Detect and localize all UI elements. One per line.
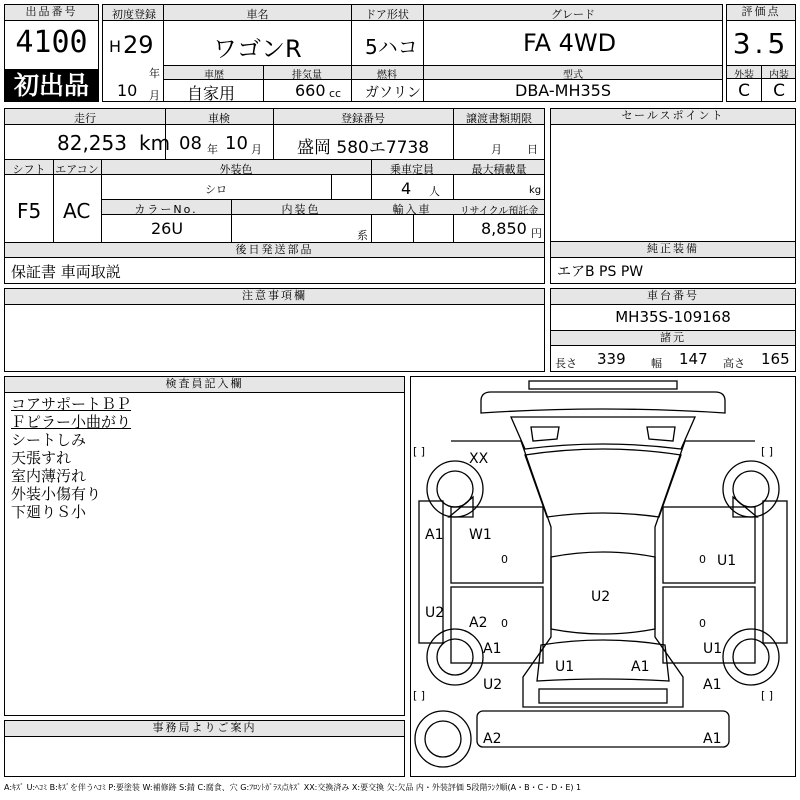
score: 3.5 xyxy=(732,27,790,60)
ac: AC xyxy=(63,199,91,223)
recycle: 8,850 xyxy=(481,219,527,238)
int-score: C xyxy=(773,81,785,101)
model-label: 型式 xyxy=(563,70,583,81)
bracket-mark: [ ] xyxy=(761,689,774,702)
name-label: 車名 xyxy=(246,8,269,21)
fuel-label: 燃料 xyxy=(377,70,397,81)
ext-score: C xyxy=(738,81,750,101)
ext-label: 外装 xyxy=(734,70,754,81)
chassis-number: MH35S-109168 xyxy=(615,308,731,326)
damage-mark: U2 xyxy=(591,589,611,605)
fuel: ガソリン xyxy=(365,85,421,101)
door-label: ドア形状 xyxy=(365,8,409,21)
windshield xyxy=(525,449,681,517)
lot-number: 4100 xyxy=(15,25,88,60)
headlights xyxy=(531,427,675,441)
interior-label: 内装色 xyxy=(281,203,321,216)
shift-label: シフト xyxy=(12,163,46,176)
legend: A:ｷｽﾞ U:ﾍｺﾐ B:ｷｽﾞを伴うﾍｺﾐ P:要塗装 W:補修跡 S:錆 C:腐食、穴 G:ﾌﾛﾝﾄｶﾞﾗｽ点ｷｽﾞ XX:交換済み X:要交換 欠:欠品 内・外装評価 5段階ﾗﾝｸ順(A・B・C・D・E) 1 xyxy=(4,783,582,792)
damage-mark: A2 xyxy=(469,615,488,631)
parts: 保証書 車両取説 xyxy=(11,263,121,281)
reg-month: 10 xyxy=(117,81,138,100)
bracket-mark: [ ] xyxy=(413,445,426,458)
damage-mark: U1 xyxy=(703,641,723,657)
sales-box xyxy=(550,108,796,242)
mileage-label: 走行 xyxy=(74,112,96,125)
ac-label: エアコン xyxy=(55,163,99,176)
damage-mark: A1 xyxy=(703,677,722,693)
inspector-line: Ｆピラー小曲がり xyxy=(11,413,132,431)
office-box xyxy=(4,720,405,777)
import-label: 輸入車 xyxy=(392,203,432,216)
inspector-box xyxy=(4,376,405,716)
grade: FA 4WD xyxy=(523,29,617,57)
interior-unit: 系 xyxy=(357,229,368,242)
left-sill xyxy=(419,501,443,643)
equip: エアB PS PW xyxy=(557,264,644,280)
damage-mark: U1 xyxy=(555,659,575,675)
lot-label: 出品番号 xyxy=(5,5,98,21)
zero-mark: 0 xyxy=(699,617,706,630)
colorno: 26U xyxy=(151,219,184,238)
damage-mark: A2 xyxy=(483,731,502,747)
office-label: 事務局よりご案内 xyxy=(5,721,404,737)
transfer-label: 譲渡書類期限 xyxy=(466,112,532,125)
left-front-wheel xyxy=(427,461,483,517)
damage-mark: A1 xyxy=(483,641,502,657)
damage-mark: A1 xyxy=(703,731,722,747)
maxload-label: 最大積載量 xyxy=(471,163,527,176)
width-label: 幅 xyxy=(651,357,662,370)
insp-year: 08 xyxy=(179,133,202,154)
reg-number: 盛岡 580エ7738 xyxy=(297,138,430,158)
inspector-line: 室内薄汚れ xyxy=(11,467,87,485)
damage-mark: XX xyxy=(469,451,489,467)
car-name: ワゴンR xyxy=(213,35,302,63)
front-panel xyxy=(481,392,725,413)
year-unit: 年 xyxy=(149,67,160,80)
shift: F5 xyxy=(17,199,42,223)
model: DBA-MH35S xyxy=(515,81,612,100)
transfer-month: 月 xyxy=(491,143,502,156)
reg-label: 登録番号 xyxy=(341,112,385,125)
height-label: 高さ xyxy=(723,357,745,370)
lot-box xyxy=(4,4,99,102)
front-bumper xyxy=(529,381,677,389)
damage-mark: A1 xyxy=(425,527,444,543)
grade-label: グレード xyxy=(551,8,595,21)
chassis-box xyxy=(550,288,796,372)
car-diagram xyxy=(411,377,795,776)
inspector-line: コアサポートＢＰ xyxy=(11,395,132,413)
displacement: 660 xyxy=(295,81,326,100)
tailgate xyxy=(539,689,667,703)
equip-box xyxy=(550,241,796,284)
history-label: 車歴 xyxy=(204,70,224,81)
zero-mark: 0 xyxy=(501,553,508,566)
caution-box xyxy=(4,288,545,372)
insp-month: 10 xyxy=(225,133,248,154)
right-rear-wheel xyxy=(723,629,779,685)
right-sill xyxy=(763,501,787,643)
left-front-door xyxy=(451,507,543,583)
capacity: 4 xyxy=(401,179,412,198)
maxload-unit: kg xyxy=(529,185,542,196)
first-listing-badge: 初出品 xyxy=(5,69,98,102)
color-label: 外装色 xyxy=(219,163,253,176)
damage-mark: W1 xyxy=(469,527,492,543)
hood xyxy=(511,417,695,449)
rear-bumper xyxy=(477,711,729,747)
detail-box xyxy=(4,108,545,284)
chassis-label: 車台番号 xyxy=(551,289,795,305)
right-front-wheel xyxy=(723,461,779,517)
parts-label: 後日発送部品 xyxy=(5,243,544,258)
zero-mark: 0 xyxy=(501,617,508,630)
score-label: 評価点 xyxy=(727,5,795,21)
car-history: 自家用 xyxy=(187,84,236,103)
color: シロ xyxy=(205,183,227,196)
colorno-label: カラーNo. xyxy=(134,203,198,216)
inspector-line: 天張すれ xyxy=(11,449,72,467)
spec-label: 諸元 xyxy=(551,331,795,346)
mileage: 82,253 xyxy=(57,131,127,155)
equip-label: 純正装備 xyxy=(551,242,795,258)
spare-wheel xyxy=(415,711,471,767)
body-outline xyxy=(451,441,755,707)
damage-diagram-box xyxy=(410,376,796,777)
transfer-day: 日 xyxy=(527,143,538,156)
length: 339 xyxy=(597,350,626,368)
left-rear-wheel xyxy=(427,629,483,685)
length-label: 長さ xyxy=(555,357,577,370)
height: 165 xyxy=(761,350,790,368)
capacity-unit: 人 xyxy=(429,185,440,198)
right-front-door xyxy=(663,507,755,583)
caution-label: 注意事項欄 xyxy=(5,289,544,305)
int-label: 内装 xyxy=(769,70,789,81)
width: 147 xyxy=(679,350,708,368)
main-header-box xyxy=(102,4,723,102)
bracket-mark: [ ] xyxy=(413,689,426,702)
inspector-line: シートしみ xyxy=(11,431,87,449)
inspector-lines xyxy=(11,395,131,521)
displacement-label: 排気量 xyxy=(292,70,322,81)
era: H xyxy=(109,37,122,56)
zero-mark: 0 xyxy=(699,553,706,566)
inspector-line: 外装小傷有り xyxy=(11,485,102,503)
bracket-mark: [ ] xyxy=(761,445,774,458)
insp-month-unit: 月 xyxy=(251,143,262,156)
insp-year-unit: 年 xyxy=(207,143,218,156)
door-type: 5ハコ xyxy=(365,35,418,59)
damage-mark: A1 xyxy=(631,659,650,675)
mileage-unit: km xyxy=(139,131,171,155)
month-unit: 月 xyxy=(149,89,160,102)
sales-label: セールスポイント xyxy=(551,109,795,125)
inspector-line: 下廻りＳ小 xyxy=(11,503,87,521)
displacement-unit: cc xyxy=(329,87,342,100)
inspection-label: 車検 xyxy=(208,112,230,125)
damage-mark: U2 xyxy=(483,677,503,693)
damage-mark: U2 xyxy=(425,605,445,621)
capacity-label: 乗車定員 xyxy=(390,163,434,176)
first-reg-label: 初度登録 xyxy=(112,8,156,21)
recycle-unit: 円 xyxy=(531,227,542,240)
reg-year: 29 xyxy=(123,31,154,59)
score-box xyxy=(726,4,796,102)
damage-mark: U1 xyxy=(717,553,737,569)
recycle-label: リサイクル預託金 xyxy=(459,206,539,217)
inspector-label: 検査員記入欄 xyxy=(5,377,404,393)
